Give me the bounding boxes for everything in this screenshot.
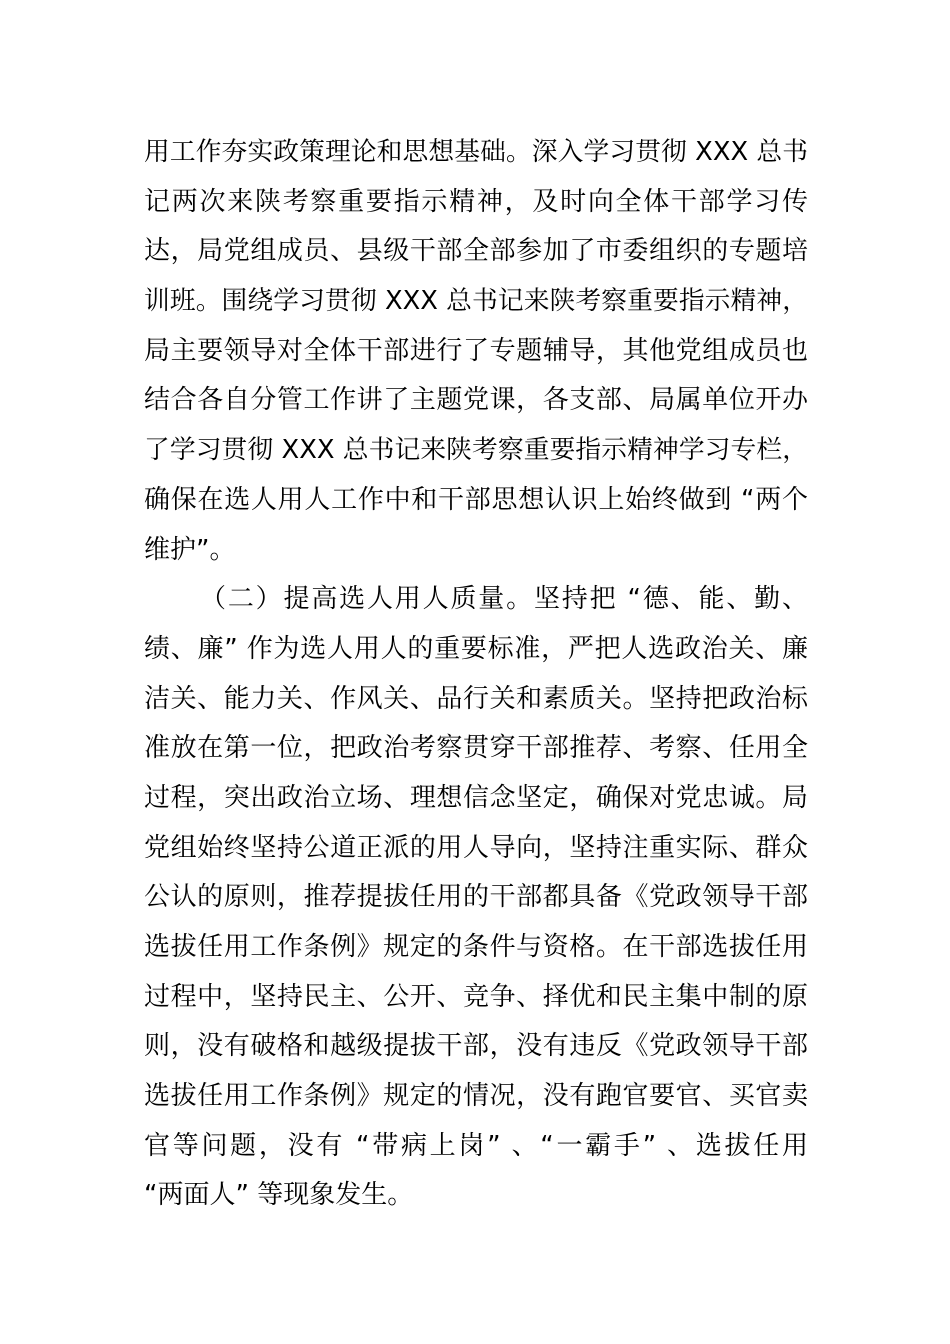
text-line: 用工作夯实政策理论和思想基础。深入学习贯彻 XXX 总书 xyxy=(144,137,808,167)
text-line: 洁关、能力关、作风关、品行关和素质关。坚持把政治标 xyxy=(144,683,808,714)
text-line: 记两次来陕考察重要指示精神，及时向全体干部学习传 xyxy=(144,186,808,217)
text-line: “两面人” 等现象发生。 xyxy=(144,1180,414,1211)
text-line: 官等问题，没有 “带病上岗” 、“一霸手” 、选拔任用 xyxy=(144,1130,808,1161)
text-line: 选拔任用工作条例》规定的条件与资格。在干部选拔任用 xyxy=(144,932,808,962)
text-line: 公认的原则，推荐提拔任用的干部都具备《党政领导干部 xyxy=(144,882,808,913)
text-line: 结合各自分管工作讲了主题党课，各支部、局属单位开办 xyxy=(144,385,808,416)
text-line: 过程，突出政治立场、理想信念坚定，确保对党忠诚。局 xyxy=(144,782,808,813)
text-line: 达，局党组成员、县级干部全部参加了市委组织的专题培 xyxy=(144,236,808,267)
text-line: 准放在第一位，把政治考察贯穿干部推荐、考察、任用全 xyxy=(144,733,808,764)
text-line: 党组始终坚持公道正派的用人导向，坚持注重实际、群众 xyxy=(144,832,808,863)
text-line: 过程中，坚持民主、公开、竞争、择优和民主集中制的原 xyxy=(144,981,808,1012)
body-text xyxy=(144,128,808,1221)
text-line: 确保在选人用人工作中和干部思想认识上始终做到 “两个 xyxy=(144,484,808,515)
text-line: 绩、廉” 作为选人用人的重要标准，严把人选政治关、廉 xyxy=(144,633,808,664)
section-heading-line: （二）提高选人用人质量。坚持把 “德、能、勤、 xyxy=(200,584,808,615)
text-line: 选拔任用工作条例》规定的情况，没有跑官要官、买官卖 xyxy=(144,1081,808,1112)
text-line: 维护”。 xyxy=(144,534,236,565)
text-line: 则，没有破格和越级提拔干部，没有违反《党政领导干部 xyxy=(144,1031,808,1062)
text-line: 了学习贯彻 XXX 总书记来陕考察重要指示精神学习专栏， xyxy=(144,435,808,466)
text-line: 训班。围绕学习贯彻 XXX 总书记来陕考察重要指示精神， xyxy=(144,286,808,317)
text-line: 局主要领导对全体干部进行了专题辅导，其他党组成员也 xyxy=(144,335,808,366)
